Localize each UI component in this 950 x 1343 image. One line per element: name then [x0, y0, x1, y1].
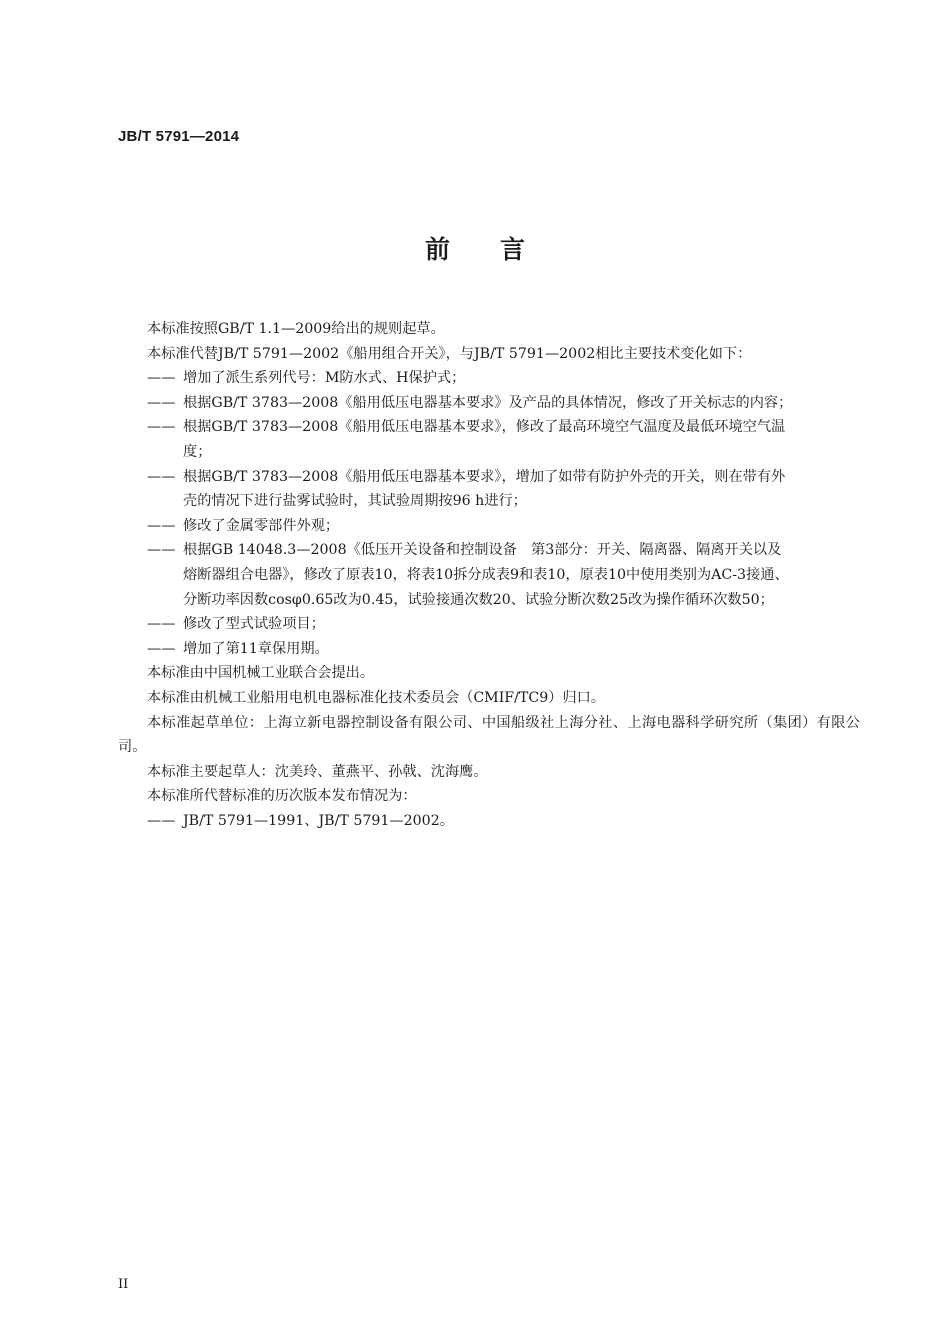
dash-marker: ——: [147, 640, 176, 657]
list-item-7: —— 修改了型式试验项目；: [118, 612, 860, 637]
list-item-3-continued: 度；: [183, 443, 212, 460]
foreword-body: [118, 317, 860, 833]
list-item-3: —— 根据GB/T 3783—2008《船用低压电器基本要求》，修改了最高环境空气温度及最低环境空气温: [118, 415, 860, 440]
dash-marker: ——: [147, 370, 176, 387]
list-item-6-continued-2: 分断功率因数cosφ0.65改为0.45，试验接通次数20、试验分断次数25改为操作循环次数50；: [183, 591, 774, 608]
list-item-9: —— JB/T 5791—1991、JB/T 5791—2002。: [118, 809, 860, 834]
paragraph-2: 本标准代替JB/T 5791—2002《船用组合开关》，与JB/T 5791—2002相比主要技术变化如下：: [147, 345, 752, 362]
list-item-2: —— 根据GB/T 3783—2008《船用低压电器基本要求》及产品的具体情况，修改了开关标志的内容；: [118, 391, 860, 416]
list-item-1: —— 增加了派生系列代号：M防水式、H保护式；: [118, 366, 860, 391]
page-title: [0, 230, 950, 266]
dash-marker: ——: [147, 542, 176, 559]
list-item-4-continued: 壳的情况下进行盐雾试验时，其试验周期按96 h进行；: [183, 493, 527, 510]
standard-number: JB/T 5791—2014: [118, 128, 240, 145]
paragraph-4: 本标准由机械工业船用电机电器标准化技术委员会（CMIF/TC9）归口。: [147, 689, 606, 706]
dash-marker: ——: [147, 616, 176, 633]
paragraph-7: 本标准所代替标准的历次版本发布情况为：: [147, 788, 417, 805]
title-char-2: 言: [500, 235, 526, 264]
list-item-6: —— 根据GB 14048.3—2008《低压开关设备和控制设备 第3部分：开关、隔离器、隔离开关以及: [118, 538, 860, 563]
list-item-8: —— 增加了第11章保用期。: [118, 637, 860, 662]
list-item-4: —— 根据GB/T 3783—2008《船用低压电器基本要求》，增加了如带有防护外壳的开关，则在带有外: [118, 465, 860, 490]
paragraph-6: 本标准主要起草人：沈美玲、董燕平、孙戟、沈海鹰。: [147, 763, 488, 780]
title-char-1: 前: [424, 235, 450, 264]
dash-marker: ——: [147, 812, 176, 829]
list-item-6-continued-1: 熔断器组合电器》，修改了原表10，将表10拆分成表9和表10，原表10中使用类别为AC-3接通、: [183, 566, 789, 583]
dash-marker: ——: [147, 419, 176, 436]
paragraph-5: 本标准起草单位：上海立新电器控制设备有限公司、中国船级社上海分社、上海电器科学研究所（集团）有限公司。: [118, 714, 860, 756]
dash-marker: ——: [147, 394, 176, 411]
paragraph-1: 本标准按照GB/T 1.1—2009给出的规则起草。: [147, 321, 445, 337]
paragraph-3: 本标准由中国机械工业联合会提出。: [147, 665, 375, 682]
list-item-5: —— 修改了金属零部件外观；: [118, 514, 860, 539]
dash-marker: ——: [147, 517, 176, 534]
dash-marker: ——: [147, 468, 176, 485]
page-number: II: [118, 1277, 129, 1292]
